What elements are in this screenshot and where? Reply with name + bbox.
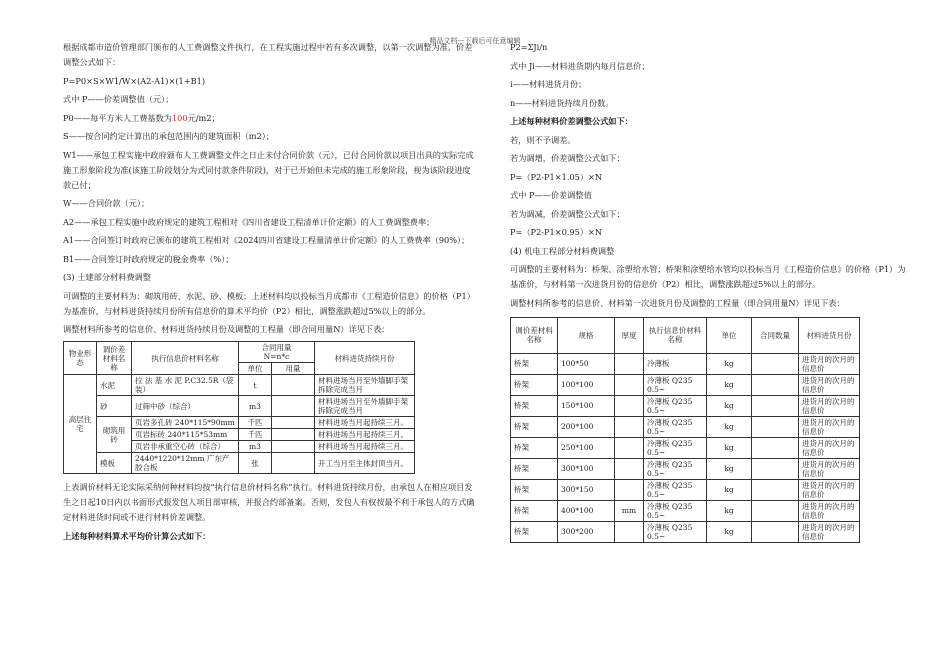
thickness-cell	[615, 521, 644, 542]
spec-cell: 300*150	[558, 479, 615, 500]
qty-label: 合同用量	[261, 343, 292, 352]
month-cell: 进货月的次月的信息价	[799, 458, 860, 479]
material-paragraph: 可调整的主要材料为：砌筑用砖、水泥、砂、模板；上述材料均以投标当月成都市《工程造价信息》的价格（P1）为基准价，与材料进货持续月份所有信息价的算术平均价（P2）相比，调整涨跌超过5%以上的部分。	[63, 290, 475, 316]
def-p0-number: 100	[171, 112, 188, 123]
table-row	[64, 453, 415, 474]
month-cell: 进货月的次月的信息价	[799, 437, 860, 458]
thickness-cell: mm	[615, 500, 644, 521]
electrical-material-table	[510, 317, 860, 543]
unit-cell: kg	[707, 395, 752, 416]
def-w1: W1——承包工程实施中政府颁布人工费调整文件之日止未付合同价款（元），已付合同价款以项目出具的实际完成施工形象阶段为准(该施工阶段划分为式同付款条件阶段)，对于已开始但未完成的施工形象阶段，视为该阶段进度款已付；	[63, 149, 474, 190]
info-cell: 冷薄板 Q235 0.5~	[644, 374, 707, 395]
material-cell: 桥架	[511, 374, 558, 395]
col-header-material: 调价差材料名称	[511, 317, 558, 353]
intro-paragraph: 根据成都市造价管理部门颁布的人工费调整文件执行，在工程实施过程中若有多次调整，以第一次调整为准，价差调整公式如下：	[63, 42, 473, 67]
amount-cell	[272, 441, 315, 453]
table-row	[511, 374, 860, 395]
qty-cell	[752, 416, 799, 437]
category-cell: 高层住宅	[64, 375, 97, 474]
info-cell: 冷薄板	[644, 353, 707, 374]
col-header-category: 物业形态	[64, 342, 97, 375]
average-formula: P2=ΣJi/n	[510, 42, 548, 52]
spec-cell: 200*100	[558, 416, 615, 437]
material-cell: 水泥	[97, 375, 132, 396]
reference-paragraph: 调整材料所参考的信息价、材料进货持续月份及调整的工程量（即合同用量N）详见下表：	[63, 324, 390, 334]
table-row	[64, 375, 415, 396]
def-w: W——合同价款（元）；	[63, 198, 150, 208]
col-header-unit: 单位	[707, 317, 752, 353]
month-cell: 进货月的次月的信息价	[799, 521, 860, 542]
info-cell: 页岩标砖 240*115*53mm	[132, 429, 239, 441]
month-cell: 进货月的次月的信息价	[799, 395, 860, 416]
qty-cell	[752, 500, 799, 521]
unit-cell: kg	[707, 500, 752, 521]
left-column	[63, 40, 475, 547]
table-row	[511, 500, 860, 521]
amount-cell	[272, 429, 315, 441]
qty-cell	[752, 395, 799, 416]
unit-cell: m3	[239, 441, 272, 453]
col-header-qty: 合同数量	[752, 317, 799, 353]
amount-cell	[272, 453, 315, 474]
col-header-amount: 用量	[272, 363, 315, 375]
col-header-material: 调价差材料名称	[97, 342, 132, 375]
electrical-material-paragraph: 可调整的主要材料为：桥架、涂塑给水管；桥架和涂塑给水管均以投标当月《工程造价信息》的价格（P1）为基准价，与材料第一次进货月份的信息价（P2）相比，调整涨跌超过5%以上的部分。	[510, 264, 906, 289]
qty-formula: N=n*c	[263, 352, 290, 361]
unit-cell: kg	[707, 521, 752, 542]
material-cell: 桥架	[511, 458, 558, 479]
thickness-cell	[615, 458, 644, 479]
months-cell: 材料进场当月至外墙脚手架拆除完成当月	[315, 396, 415, 417]
info-cell: 页岩多孔砖 240*115*90mm	[132, 417, 239, 429]
unit-cell: 张	[239, 453, 272, 474]
labor-formula: P=P0×S×W1/W×(A2-A1)×(1+B1)	[63, 75, 206, 86]
info-cell: 冷薄板 Q235 0.5~	[644, 458, 707, 479]
table-header-row	[64, 342, 415, 363]
spec-cell: 100*100	[558, 374, 615, 395]
no-adjust-text: 若，则不予调差。	[510, 134, 576, 145]
info-cell: 页岩非承重空心砖（综合）	[132, 441, 239, 453]
def-p0-pre: P0——每平方米人工费基数为	[63, 112, 172, 123]
thickness-cell	[615, 353, 644, 374]
col-header-qty	[239, 342, 315, 363]
spec-cell: 250*100	[558, 437, 615, 458]
col-header-thickness: 厚度	[615, 317, 644, 353]
unit-cell: kg	[707, 458, 752, 479]
def-ji: 式中 Ji——材料进货期内每月信息价；	[510, 60, 650, 71]
months-cell: 材料进场当月起持续三月。	[315, 441, 415, 453]
info-cell: 过筛中砂（综合）	[132, 396, 239, 417]
info-cell: 冷薄板 Q235 0.5~	[644, 500, 707, 521]
qty-cell	[752, 437, 799, 458]
month-cell: 进货月的次月的信息价	[799, 479, 860, 500]
section-4-heading: (4) 机电工程部分材料费调整	[510, 245, 615, 256]
unit-cell: t	[239, 375, 272, 396]
amount-cell	[272, 375, 315, 396]
col-header-unit: 单位	[239, 363, 272, 375]
table-row	[511, 353, 860, 374]
info-cell: 冷薄板 Q235 0.5~	[644, 416, 707, 437]
spec-cell: 400*100	[558, 500, 615, 521]
spec-cell: 300*200	[558, 521, 615, 542]
qty-cell	[752, 521, 799, 542]
material-cell: 桥架	[511, 395, 558, 416]
qty-cell	[752, 479, 799, 500]
material-cell: 砂	[97, 396, 132, 417]
material-cell: 桥架	[511, 437, 558, 458]
civil-material-table	[63, 341, 415, 474]
unit-cell: 千匹	[239, 429, 272, 441]
unit-cell: kg	[707, 416, 752, 437]
def-p: 式中 P——价差调整值（元）；	[63, 94, 174, 104]
table-row	[511, 437, 860, 458]
adjust-formula-heading: 上述每种材料价差调整公式如下：	[510, 116, 633, 126]
right-column	[510, 40, 910, 543]
material-cell: 桥架	[511, 479, 558, 500]
col-header-months: 材料进货持续月份	[315, 342, 415, 375]
def-p0-post: 元/m2；	[187, 112, 220, 123]
month-cell: 进货月的次月的信息价	[799, 416, 860, 437]
increase-formula: P=（P2-P1×1.05）×N	[510, 171, 603, 182]
material-cell: 桥架	[511, 353, 558, 374]
info-cell: 拉 法 基 水 泥 P.C32.5R（袋装）	[132, 375, 239, 396]
page-header: 精品文档---下载后可任意编辑	[429, 37, 521, 45]
qty-cell	[752, 458, 799, 479]
def-n: n——材料进货持续月份数。	[510, 97, 614, 108]
info-cell: 冷薄板 Q235 0.5~	[644, 437, 707, 458]
def-a1: A1——合同签订时政府已颁布的建筑工程相对《2024四川省建设工程量清单计价定额》的人工费费率（90%）；	[63, 235, 470, 245]
months-cell: 材料进场当月起持续三月。	[315, 429, 415, 441]
spec-cell: 100*50	[558, 353, 615, 374]
increase-text: 若为调增，价差调整公式如下：	[510, 153, 625, 163]
info-cell: 冷薄板 Q235 0.5~	[644, 521, 707, 542]
thickness-cell	[615, 416, 644, 437]
col-header-spec: 规格	[558, 317, 615, 353]
months-cell: 材料进场当月至外墙脚手架拆除完成当月	[315, 375, 415, 396]
qty-cell	[752, 353, 799, 374]
electrical-reference-paragraph: 调整材料所参考的信息价、材料第一次进货月份及调整的工程量（即合同用量N）详见下表：	[510, 297, 845, 308]
table-row	[511, 395, 860, 416]
info-cell: 2440*1220*12mm 广东产胶合板	[132, 453, 239, 474]
def-s: S——按合同约定计算出的承包范围内的建筑面积（m2）；	[63, 131, 274, 141]
info-cell: 冷薄板 Q235 0.5~	[644, 395, 707, 416]
material-cell: 桥架	[511, 416, 558, 437]
unit-cell: m3	[239, 396, 272, 417]
amount-cell	[272, 396, 315, 417]
material-cell: 桥架	[511, 500, 558, 521]
unit-cell: kg	[707, 479, 752, 500]
month-cell: 进货月的次月的信息价	[799, 500, 860, 521]
def-p0	[63, 111, 475, 126]
section-3-heading: (3) 土建部分材料费调整	[63, 272, 151, 282]
month-cell: 进货月的次月的信息价	[799, 374, 860, 395]
table-row	[511, 416, 860, 437]
table-row	[511, 479, 860, 500]
material-cell: 砌筑用砖	[97, 417, 132, 453]
decrease-formula: P=（P2-P1×0.95）×N	[510, 227, 603, 237]
month-cell: 进货月的次月的信息价	[799, 353, 860, 374]
table-row	[64, 417, 415, 429]
def-i: i——材料进货月份；	[510, 79, 587, 89]
months-cell: 材料进场当月起持续三月。	[315, 417, 415, 429]
def-p-adjust: 式中 P——价差调整值	[510, 190, 592, 200]
unit-cell: kg	[707, 374, 752, 395]
thickness-cell	[615, 395, 644, 416]
col-header-info: 执行信息价材料名称	[132, 342, 239, 375]
table-row	[511, 458, 860, 479]
table-row	[64, 396, 415, 417]
def-a2: A2——承包工程实施中政府规定的建筑工程相对《四川省建设工程清单计价定额》的人工费调整费率；	[63, 216, 435, 227]
def-b1: B1——合同签订时政府规定的税金费率（%）；	[63, 253, 234, 264]
table-row	[511, 521, 860, 542]
col-header-month: 材料进货月份	[799, 317, 860, 353]
unit-cell: kg	[707, 353, 752, 374]
thickness-cell	[615, 479, 644, 500]
unit-cell: kg	[707, 437, 752, 458]
material-cell: 桥架	[511, 521, 558, 542]
decrease-text: 若为调减，价差调整公式如下：	[510, 208, 625, 219]
info-cell: 冷薄板 Q235 0.5~	[644, 479, 707, 500]
table-header-row	[511, 317, 860, 353]
average-formula-heading: 上述每种材料算术平均价计算公式如下：	[63, 530, 211, 541]
amount-cell	[272, 417, 315, 429]
thickness-cell	[615, 374, 644, 395]
material-cell: 模板	[97, 453, 132, 474]
after-table-paragraph: 上表调价材料无论实际采纳何种材料均按“执行信息价材料名称”执行。材料进货持续月份，由承包人在相应项目发生之日起10日内以书面形式报发包人项目部审核，并报合约部备案。否则，发包人有权按最不利于承包人的方式确定材料进货时间或不进行材料价差调整。	[63, 482, 475, 522]
months-cell: 开工当月至主体封顶当月。	[315, 453, 415, 474]
spec-cell: 300*100	[558, 458, 615, 479]
spec-cell: 150*100	[558, 395, 615, 416]
unit-cell: 千匹	[239, 417, 272, 429]
thickness-cell	[615, 437, 644, 458]
qty-cell	[752, 374, 799, 395]
col-header-info: 执行信息价材料名称	[644, 317, 707, 353]
